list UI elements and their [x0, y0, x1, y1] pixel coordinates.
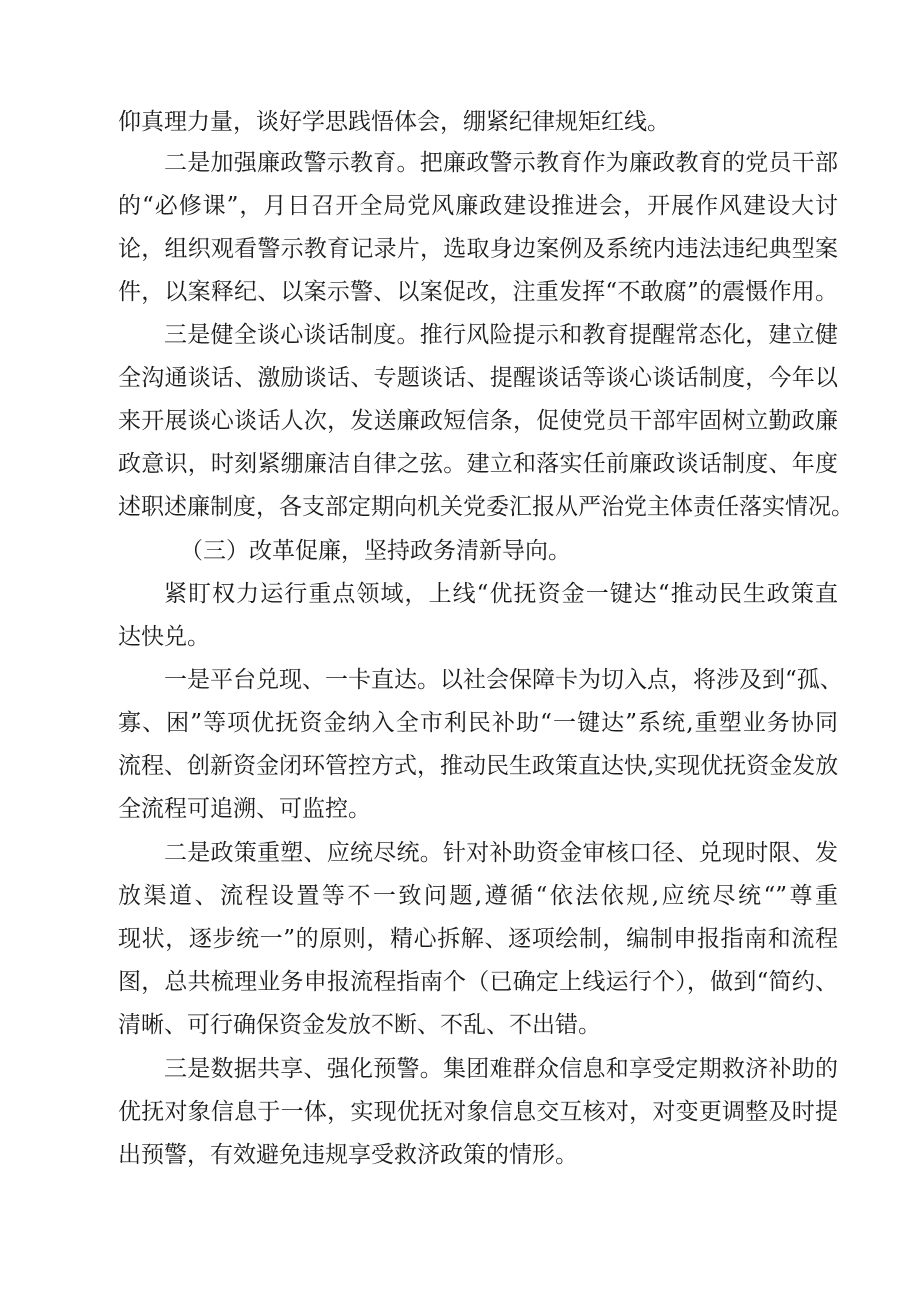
text-line: 图，总共梳理业务申报流程指南个（已确定上线运行个），做到“简约、 [118, 969, 838, 995]
text-line: 放渠道、流程设置等不一致问题,遵循“依法依规,应统尽统“”尊重 [118, 883, 838, 909]
text-line: 全流程可追溯、可监控。 [118, 796, 371, 822]
text-line: 清晰、可行确保资金发放不断、不乱、不出错。 [118, 1012, 601, 1038]
section-heading: （三）改革促廉，坚持政务清新导向。 [180, 538, 571, 564]
text-line: 紧盯权力运行重点领域，上线“优抚资金一键达“推动民生政策直 [164, 581, 838, 607]
text-line: 来开展谈心谈话人次，发送廉政短信条，促使党员干部牢固树立勤政廉 [118, 408, 838, 434]
text-line: 现状，逐步统一”的原则，精心拆解、逐项绘制，编制申报指南和流程 [118, 926, 838, 952]
text-line: 的“必修课”，月日召开全局党风廉政建设推进会，开展作风建设大讨 [118, 193, 838, 219]
text-line: 政意识，时刻紧绷廉洁自律之弦。建立和落实任前廉政谈话制度、年度 [118, 451, 838, 477]
text-line: 述职述廉制度，各支部定期向机关党委汇报从严治党主体责任落实情况。 [118, 494, 854, 520]
text-line: 优抚对象信息于一体，实现优抚对象信息交互核对，对变更调整及时提 [118, 1099, 838, 1125]
text-line: 全沟通谈话、激励谈话、专题谈话、提醒谈话等谈心谈话制度，今年以 [118, 365, 838, 391]
text-line: 仰真理力量，谈好学思践悟体会，绷紧纪律规矩红线。 [118, 109, 670, 135]
text-line: 二是政策重塑、应统尽统。针对补助资金审核口径、兑现时限、发 [164, 840, 838, 866]
text-line: 一是平台兑现、一卡直达。以社会保障卡为切入点，将涉及到“孤、 [164, 667, 843, 693]
text-line: 三是数据共享、强化预警。集团难群众信息和享受定期救济补助的 [164, 1056, 838, 1082]
text-line: 寡、困”等项优抚资金纳入全市利民补助“一键达”系统,重塑业务协同 [118, 710, 838, 736]
text-line: 达快兑。 [118, 624, 210, 650]
text-line: 二是加强廉政警示教育。把廉政警示教育作为廉政教育的党员干部 [164, 150, 838, 176]
text-line: 论，组织观看警示教育记录片，选取身边案例及系统内违法违纪典型案 [118, 236, 838, 262]
text-line: 三是健全谈心谈话制度。推行风险提示和教育提醒常态化，建立健 [164, 322, 838, 348]
text-line: 件，以案释纪、以案示警、以案促改，注重发挥“不敢腐”的震慑作用。 [118, 279, 838, 305]
text-line: 出预警，有效避免违规享受救济政策的情形。 [118, 1142, 578, 1168]
text-line: 流程、创新资金闭环管控方式，推动民生政策直达快,实现优抚资金发放 [118, 753, 839, 779]
